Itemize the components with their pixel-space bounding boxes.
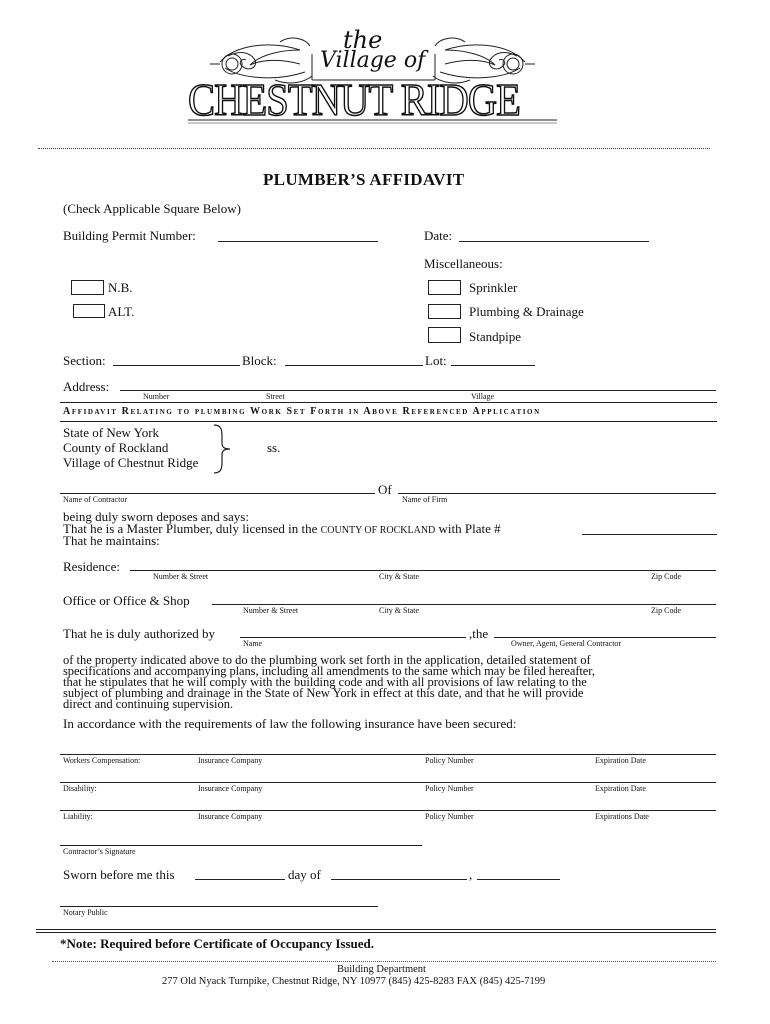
plate-number-field[interactable] bbox=[582, 534, 717, 535]
notary-signature-field[interactable] bbox=[60, 906, 378, 907]
insurance-liability-field[interactable] bbox=[60, 810, 716, 811]
address-sub-number: Number bbox=[143, 392, 170, 401]
insurance-disability-type: Disability: bbox=[63, 784, 97, 793]
firm-name-field[interactable] bbox=[398, 493, 716, 494]
address-sub-street: Street bbox=[266, 392, 285, 401]
master-plumber-county: COUNTY OF ROCKLAND bbox=[320, 525, 436, 536]
contractor-sub-name: Name of Contractor bbox=[63, 495, 127, 504]
permit-number-field[interactable] bbox=[218, 241, 378, 242]
master-plumber-b: with Plate # bbox=[438, 521, 501, 536]
authorized-name-field[interactable] bbox=[240, 637, 466, 638]
checkbox-sprinkler-label: Sprinkler bbox=[469, 280, 518, 295]
insurance-workers-policy: Policy Number bbox=[425, 756, 474, 765]
checkbox-nb[interactable] bbox=[71, 280, 104, 295]
checkbox-plumbing-drainage-label: Plumbing & Drainage bbox=[469, 304, 584, 319]
office-sub-city: City & State bbox=[379, 606, 419, 615]
misc-label: Miscellaneous: bbox=[424, 256, 503, 271]
contractor-sub-firm: Name of Firm bbox=[402, 495, 448, 504]
maintains-text: That he maintains: bbox=[63, 533, 160, 548]
paragraph-line: that he stipulates that he will comply with the building code and with all provisions of law relating to the bbox=[63, 675, 587, 689]
insurance-liability-policy: Policy Number bbox=[425, 812, 474, 821]
village-logo bbox=[180, 20, 565, 132]
insurance-disability-field[interactable] bbox=[60, 782, 716, 783]
note-rule-top-1 bbox=[36, 929, 716, 930]
residence-label: Residence: bbox=[63, 559, 121, 574]
insurance-workers-company: Insurance Company bbox=[198, 756, 263, 765]
insurance-disability-policy: Policy Number bbox=[425, 784, 474, 793]
checkbox-sprinkler[interactable] bbox=[428, 280, 461, 295]
authorized-the: ,the bbox=[469, 626, 489, 641]
paragraph-line: specifications and accompanying plans, including all amendments to the same which may be filed hereafter, bbox=[63, 664, 595, 678]
insurance-liability-type: Liability: bbox=[63, 812, 93, 821]
office-sub-zip: Zip Code bbox=[651, 606, 681, 615]
checkbox-plumbing-drainage[interactable] bbox=[428, 304, 461, 319]
address-label: Address: bbox=[63, 379, 110, 394]
residence-field[interactable] bbox=[130, 570, 716, 571]
logo-village-of: Village of bbox=[320, 48, 426, 73]
address-sub-village: Village bbox=[471, 392, 495, 401]
sworn-day-field[interactable] bbox=[195, 879, 285, 880]
note-rule-top-2 bbox=[36, 932, 716, 933]
contractor-name-field[interactable] bbox=[60, 493, 375, 494]
banner-rule-top bbox=[60, 402, 717, 403]
footer-department: Building Department bbox=[337, 964, 426, 975]
sworn-day-of: day of bbox=[288, 867, 321, 882]
sworn-month-field[interactable] bbox=[331, 879, 467, 880]
block-field[interactable] bbox=[285, 365, 423, 366]
check-note: (Check Applicable Square Below) bbox=[63, 201, 241, 216]
date-field[interactable] bbox=[459, 241, 649, 242]
venue-county: County of Rockland bbox=[63, 440, 169, 455]
section-field[interactable] bbox=[113, 365, 240, 366]
section-label: Section: bbox=[63, 353, 106, 368]
office-label: Office or Office & Shop bbox=[63, 593, 190, 608]
insurance-disability-expiration: Expiration Date bbox=[595, 784, 646, 793]
logo-the: the bbox=[343, 26, 383, 54]
checkbox-alt[interactable] bbox=[73, 304, 105, 318]
residence-sub-zip: Zip Code bbox=[651, 572, 681, 581]
venue-state: State of New York bbox=[63, 425, 160, 440]
header-rule bbox=[38, 148, 710, 149]
sworn-label: Sworn before me this bbox=[63, 867, 175, 882]
block-label: Block: bbox=[242, 353, 277, 368]
insurance-liability-company: Insurance Company bbox=[198, 812, 263, 821]
checkbox-nb-label: N.B. bbox=[108, 280, 133, 295]
of-label: Of bbox=[378, 482, 392, 497]
affidavit-banner: Affidavit Relating to plumbing Work Set Forth in Above Referenced Application bbox=[63, 406, 541, 417]
authorized-label: That he is duly authorized by bbox=[63, 626, 215, 641]
notary-label: Notary Public bbox=[63, 908, 108, 917]
paragraph-line: subject of plumbing and drainage in the State of New York in effect at this date, and that he will provide bbox=[63, 686, 584, 700]
deposes-text: being duly sworn deposes and says: bbox=[63, 509, 249, 524]
paragraph-line: of the property indicated above to do the plumbing work set forth in the application, detailed statement of bbox=[63, 653, 591, 667]
venue-ss: ss. bbox=[267, 440, 281, 455]
banner-rule-bottom bbox=[60, 421, 717, 422]
checkbox-standpipe-label: Standpipe bbox=[469, 329, 521, 344]
logo-chestnut-ridge: CHESTNUT RIDGE bbox=[188, 75, 521, 125]
insurance-workers-field[interactable] bbox=[60, 754, 716, 755]
sworn-comma: , bbox=[469, 867, 473, 882]
stipulation-paragraph bbox=[63, 655, 595, 710]
authorized-role-field[interactable] bbox=[494, 637, 716, 638]
brace-icon bbox=[210, 423, 232, 475]
permit-label: Building Permit Number: bbox=[63, 228, 196, 243]
page-title: PLUMBER’S AFFIDAVIT bbox=[263, 170, 465, 189]
authorized-sub-name: Name bbox=[243, 639, 263, 648]
authorized-sub-owner: Owner, Agent, General Contractor bbox=[511, 639, 622, 648]
contractor-signature-label: Contractor’s Signature bbox=[63, 847, 136, 856]
insurance-workers-expiration: Expiration Date bbox=[595, 756, 646, 765]
sworn-year-field[interactable] bbox=[477, 879, 560, 880]
insurance-disability-company: Insurance Company bbox=[198, 784, 263, 793]
insurance-intro: In accordance with the requirements of law the following insurance have been secured: bbox=[63, 716, 517, 731]
lot-label: Lot: bbox=[425, 353, 447, 368]
office-field[interactable] bbox=[212, 604, 716, 605]
occupancy-note: *Note: Required before Certificate of Occupancy Issued. bbox=[60, 936, 374, 951]
lot-field[interactable] bbox=[451, 365, 535, 366]
checkbox-alt-label: ALT. bbox=[108, 304, 135, 319]
master-plumber-a: That he is a Master Plumber, duly licensed in the bbox=[63, 521, 318, 536]
address-field[interactable] bbox=[120, 390, 716, 391]
residence-sub-city: City & State bbox=[379, 572, 419, 581]
note-rule-bottom bbox=[52, 961, 716, 962]
insurance-liability-expiration: Expirations Date bbox=[595, 812, 649, 821]
office-sub-street: Number & Street bbox=[243, 606, 299, 615]
footer-address: 277 Old Nyack Turnpike, Chestnut Ridge, NY 10977 (845) 425-8283 FAX (845) 425-7199 bbox=[162, 976, 546, 987]
insurance-workers-type: Workers Compensation: bbox=[63, 756, 141, 765]
venue-village: Village of Chestnut Ridge bbox=[63, 455, 199, 470]
residence-sub-street: Number & Street bbox=[153, 572, 209, 581]
paragraph-line: direct and continuing supervision. bbox=[63, 697, 234, 711]
date-label: Date: bbox=[424, 228, 453, 243]
contractor-signature-field[interactable] bbox=[60, 845, 422, 846]
checkbox-standpipe[interactable] bbox=[428, 327, 461, 343]
